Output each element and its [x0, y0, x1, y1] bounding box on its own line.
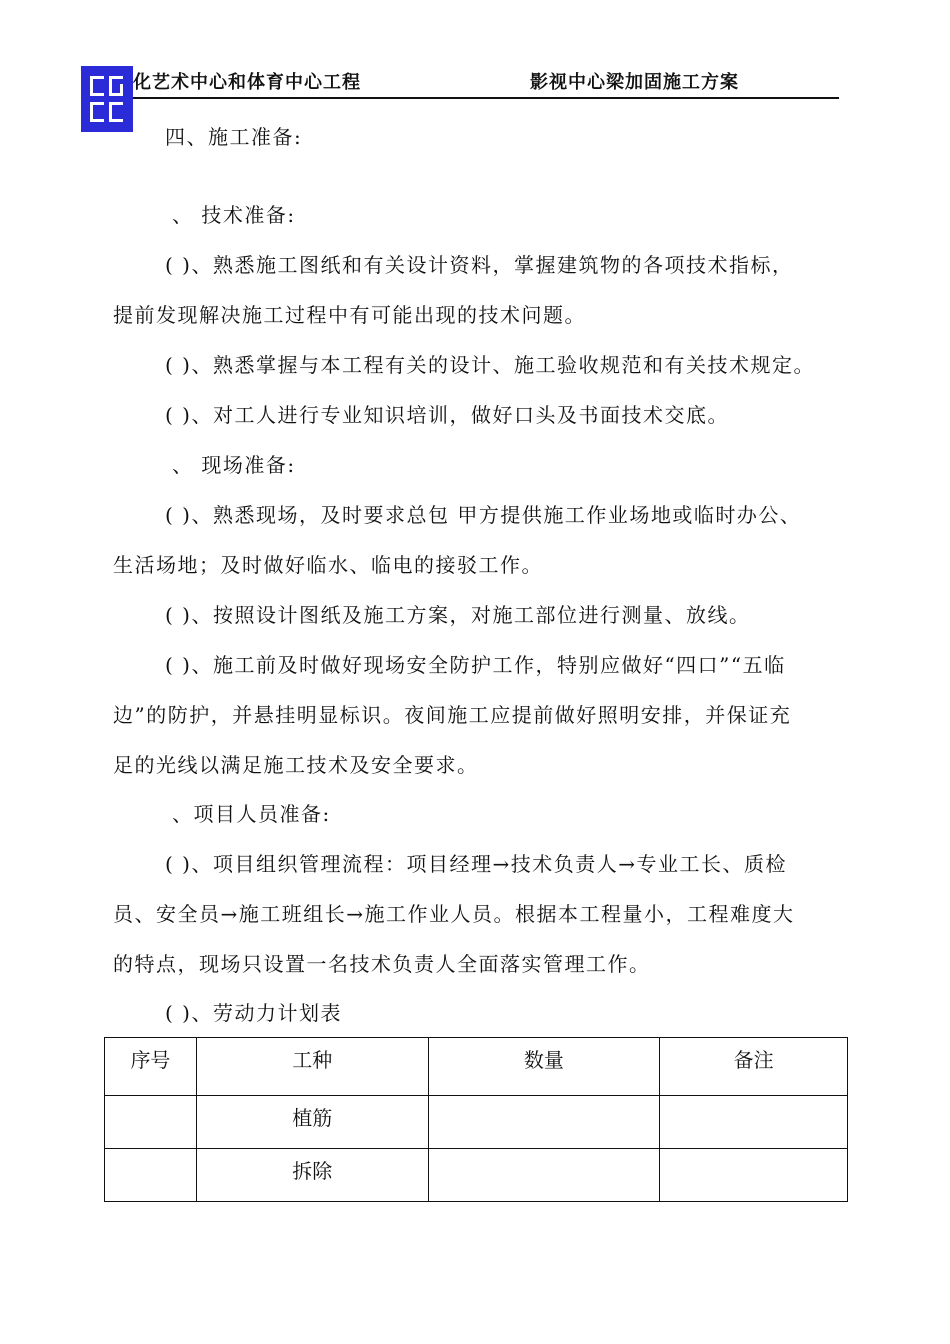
paragraph-line: ( )、熟悉施工图纸和有关设计资料，掌握建筑物的各项技术指标， — [165, 253, 794, 277]
table-cell: 拆除 — [196, 1149, 428, 1202]
company-logo-icon — [81, 66, 133, 132]
paragraph-line: ( )、项目组织管理流程：项目经理→技术负责人→专业工长、质检 — [165, 852, 787, 876]
paragraph-line: ( )、熟悉现场，及时要求总包 甲方提供施工作业场地或临时办公、 — [165, 503, 802, 527]
table-row — [105, 1096, 848, 1149]
header-document-title: 影视中心梁加固施工方案 — [530, 72, 739, 93]
paragraph-line: ( )、对工人进行专业知识培训，做好口头及书面技术交底。 — [165, 403, 729, 427]
column-header-quantity: 数量 — [428, 1038, 660, 1096]
table-cell — [105, 1149, 197, 1202]
table-cell — [660, 1096, 848, 1149]
paragraph-line: 提前发现解决施工过程中有可能出现的技术问题。 — [113, 303, 586, 327]
table-cell: 植筋 — [196, 1096, 428, 1149]
table-row — [105, 1149, 848, 1202]
table-header-row — [105, 1038, 848, 1096]
column-header-remarks: 备注 — [660, 1038, 848, 1096]
paragraph-line: 足的光线以满足施工技术及安全要求。 — [113, 753, 479, 777]
paragraph-line: 员、安全员→施工班组长→施工作业人员。根据本工程量小，工程难度大 — [113, 902, 795, 926]
paragraph-line: ( )、施工前及时做好现场安全防护工作，特别应做好“四口”“五临 — [165, 653, 786, 677]
subsection-heading-site: 、 现场准备: — [172, 453, 296, 477]
column-header-index: 序号 — [105, 1038, 197, 1096]
table-cell — [660, 1149, 848, 1202]
header-project-title: 化艺术中心和体育中心工程 — [133, 72, 361, 93]
subsection-heading-personnel: 、项目人员准备: — [172, 802, 331, 826]
subsection-heading-technical: 、 技术准备: — [172, 203, 296, 227]
column-header-trade: 工种 — [196, 1038, 428, 1096]
table-cell — [428, 1096, 660, 1149]
labor-plan-table — [104, 1037, 848, 1202]
table-cell — [105, 1096, 197, 1149]
logo-pattern-icon — [87, 72, 127, 126]
paragraph-line: ( )、熟悉掌握与本工程有关的设计、施工验收规范和有关技术规定。 — [165, 353, 815, 377]
table-caption: ( )、劳动力计划表 — [165, 1001, 342, 1025]
paragraph-line: ( )、按照设计图纸及施工方案，对施工部位进行测量、放线。 — [165, 603, 751, 627]
table-cell — [428, 1149, 660, 1202]
paragraph-line: 生活场地；及时做好临水、临电的接驳工作。 — [113, 553, 543, 577]
section-heading: 四、施工准备: — [165, 125, 303, 149]
paragraph-line: 边”的防护，并悬挂明显标识。夜间施工应提前做好照明安排，并保证充 — [113, 703, 792, 727]
header-divider — [133, 97, 839, 99]
paragraph-line: 的特点，现场只设置一名技术负责人全面落实管理工作。 — [113, 952, 651, 976]
